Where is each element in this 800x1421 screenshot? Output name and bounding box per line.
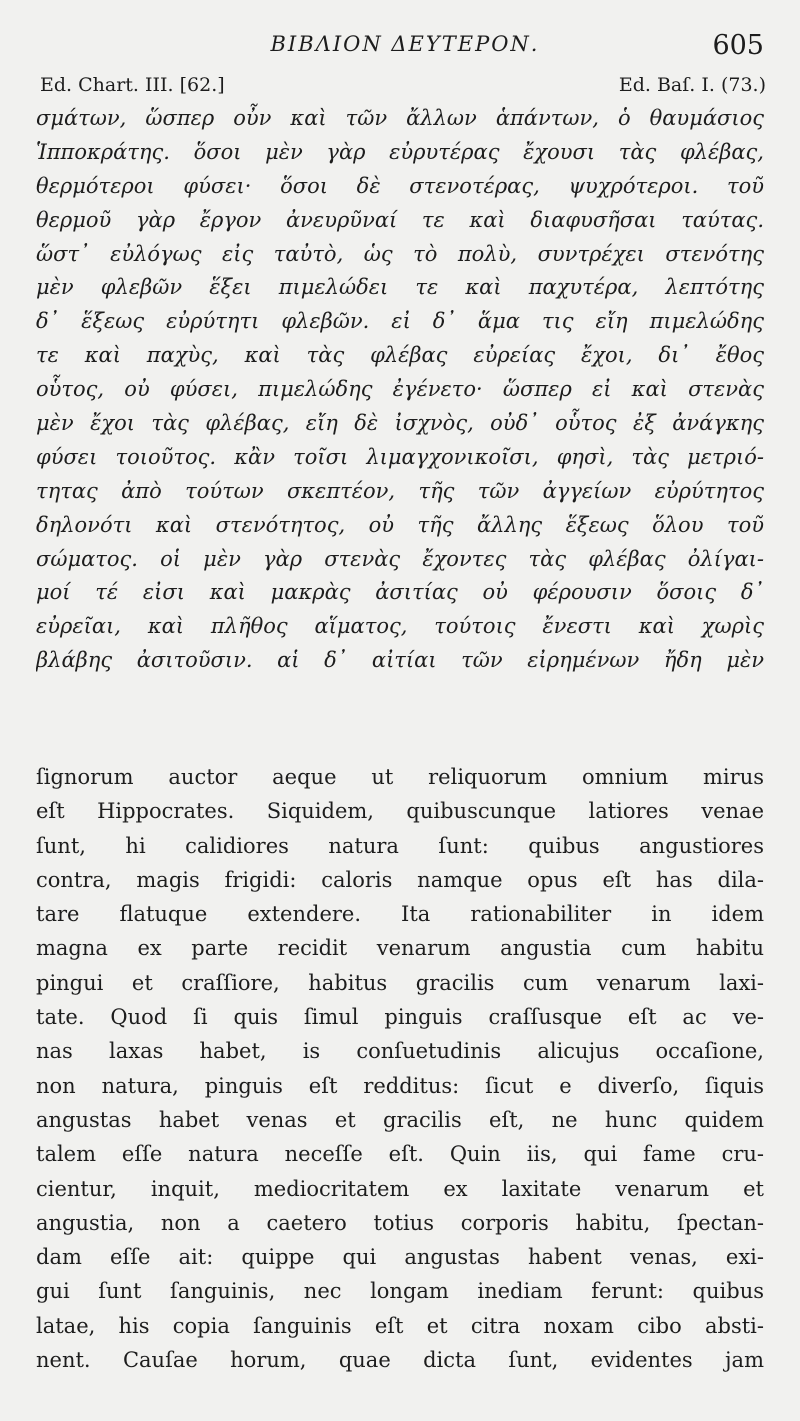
latin-text-line: non natura, pinguis eſt redditus: ſicut e diverſo, ſiquis — [36, 1073, 764, 1098]
latin-text-line: tare flatuque extendere. Ita rationabiliter in idem — [36, 902, 764, 927]
greek-text-line: Ἱπποκράτης. ὅσοι μὲν γὰρ εὐρυτέρας ἔχουσι τὰς φλέβας, — [36, 139, 764, 164]
latin-text-line: eſt Hippocrates. Siquidem, quibuscunque latiores venae — [36, 799, 764, 824]
greek-text-line: μὲν ἔχοι τὰς φλέβας, εἴη δὲ ἰσχνὸς, οὐδ᾽ οὗτος ἐξ ἀνάγκης — [36, 411, 764, 436]
edition-reference-chartier: Ed. Chart. III. [62.] — [40, 74, 225, 96]
latin-text-line: latae, his copia ſanguinis eſt et citra noxam cibo absti- — [36, 1313, 764, 1338]
edition-reference-basel: Ed. Baſ. I. (73.) — [618, 74, 766, 96]
latin-text-line: magna ex parte recidit venarum angustia cum habitu — [36, 936, 764, 961]
latin-text-line: tate. Quod ſi quis ſimul pinguis craſſusque eſt ac ve- — [36, 1005, 764, 1030]
greek-text-line: τε καὶ παχὺς, καὶ τὰς φλέβας εὐρείας ἔχοι, δι᾽ ἔθος — [36, 343, 764, 368]
running-head — [0, 30, 800, 62]
latin-text-line: gui ſunt ſanguinis, nec longam inediam ferunt: quibus — [36, 1279, 764, 1304]
latin-text-line: talem eſſe natura neceſſe eſt. Quin iis, qui fame cru- — [36, 1142, 764, 1167]
edition-reference-line — [40, 74, 766, 102]
latin-text-line: nent. Cauſae horum, quae dicta ſunt, evidentes jam — [36, 1348, 764, 1373]
latin-text-line: ſunt, hi calidiores natura ſunt: quibus angustiores — [36, 833, 764, 858]
latin-text-line: cientur, inquit, mediocritatem ex laxitate venarum et — [36, 1176, 764, 1201]
greek-text-line: οὗτος, οὐ φύσει, πιμελώδης ἐγένετο· ὥσπερ εἰ καὶ στενὰς — [36, 377, 764, 402]
greek-text-line: δ᾽ ἕξεως εὐρύτητι φλεβῶν. εἰ δ᾽ ἅμα τις εἴη πιμελώδης — [36, 309, 764, 334]
greek-text-line: φύσει τοιοῦτος. κἂν τοῖσι λιμαγχονικοῖσι, φησὶ, τὰς μετριό- — [36, 444, 764, 469]
latin-text-line: nas laxas habet, is conſuetudinis alicujus occaſione, — [36, 1039, 764, 1064]
greek-text-line: δηλονότι καὶ στενότητος, οὐ τῆς ἄλλης ἕξεως ὅλου τοῦ — [36, 512, 764, 537]
greek-text-block — [36, 102, 764, 678]
greek-text-line: θερμότεροι φύσει· ὅσοι δὲ στενοτέρας, ψυχρότεροι. τοῦ — [36, 173, 764, 198]
latin-text-line: dam eſſe ait: quippe qui angustas habent venas, exi- — [36, 1245, 764, 1270]
latin-text-block — [36, 760, 764, 1377]
greek-text-line: ὥστ᾽ εὐλόγως εἰς ταὐτὸ, ὡς τὸ πολὺ, συντρέχει στενότης — [36, 241, 764, 266]
latin-text-line: pingui et craſſiore, habitus gracilis cum venarum laxi- — [36, 970, 764, 995]
greek-text-line: μὲν φλεβῶν ἕξει πιμελώδει τε καὶ παχυτέρα, λεπτότης — [36, 275, 764, 300]
latin-text-line: angustas habet venas et gracilis eſt, ne hunc quidem — [36, 1107, 764, 1132]
running-title: ΒΙΒΛΙΟΝ ΔΕΥΤΕΡΟΝ. — [270, 32, 540, 56]
greek-text-line: τητας ἀπὸ τούτων σκεπτέον, τῆς τῶν ἀγγείων εὐρύτητος — [36, 478, 764, 503]
greek-text-line: θερμοῦ γὰρ ἔργον ἀνευρῦναί τε καὶ διαφυσῆσαι ταύτας. — [36, 207, 764, 232]
greek-text-line: εὐρεῖαι, καὶ πλῆθος αἵματος, τούτοις ἔνεστι καὶ χωρὶς — [36, 614, 764, 639]
greek-text-line: βλάβης ἀσιτοῦσιν. αἱ δ᾽ αἰτίαι τῶν εἰρημένων ἤδη μὲν — [36, 648, 764, 673]
latin-text-line: contra, magis frigidi: caloris namque opus eſt has dila- — [36, 867, 764, 892]
page-number: 605 — [712, 30, 764, 61]
greek-text-line: μοί τέ εἰσι καὶ μακρὰς ἀσιτίας οὐ φέρουσιν ὅσοις δ᾽ — [36, 580, 764, 605]
latin-text-line: ſignorum auctor aeque ut reliquorum omnium mirus — [36, 765, 764, 789]
greek-text-line: σώματος. οἱ μὲν γὰρ στενὰς ἔχοντες τὰς φλέβας ὀλίγαι- — [36, 546, 764, 571]
greek-text-line: σμάτων, ὥσπερ οὖν καὶ τῶν ἄλλων ἁπάντων, ὁ θαυμάσιος — [36, 106, 764, 130]
latin-text-line: angustia, non a caetero totius corporis habitu, ſpectan- — [36, 1210, 764, 1235]
